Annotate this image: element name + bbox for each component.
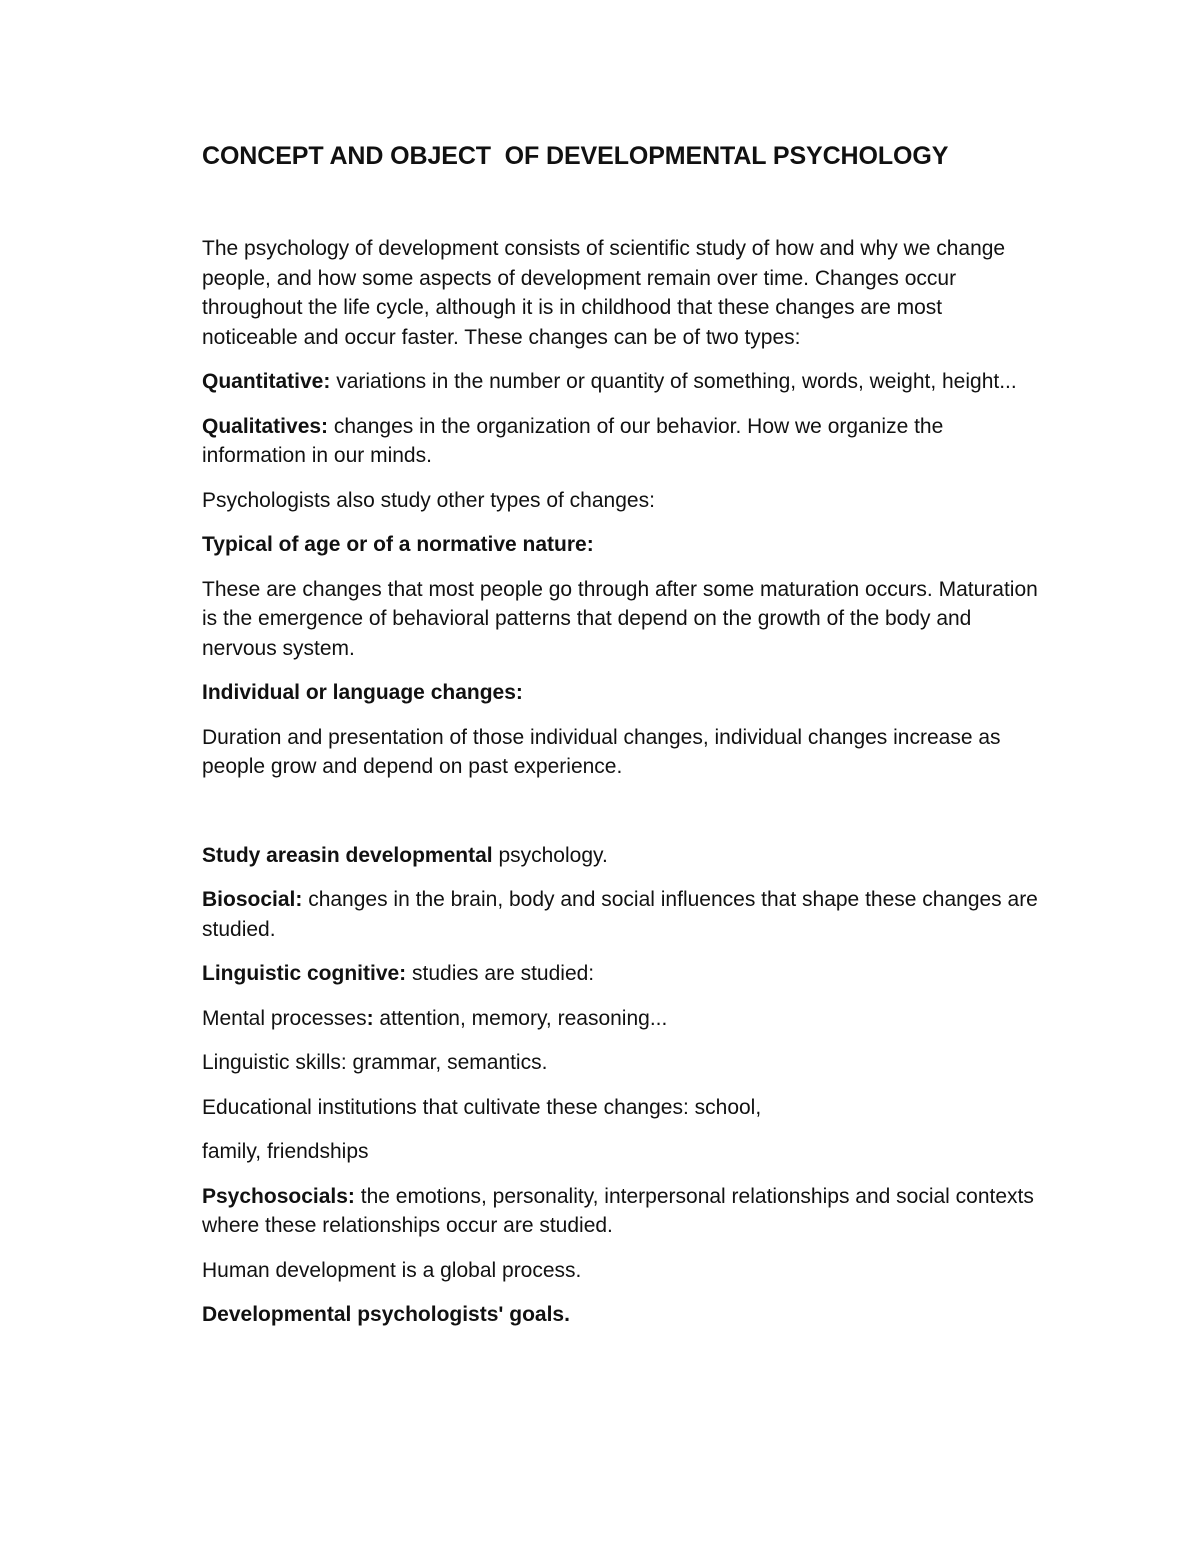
other-types-paragraph: Psychologists also study other types of changes: [202,488,655,512]
study-areas-text: psychology. [492,843,608,867]
mental-processes-text: attention, memory, reasoning... [373,1006,668,1030]
mental-processes-term: Mental processes [202,1006,367,1030]
section-spacer [202,797,1040,841]
goals-heading-text: Developmental psychologists' goals. [202,1303,570,1326]
human-development-paragraph: Human development is a global process. [202,1258,582,1282]
typical-heading [202,530,1040,560]
mental-processes-paragraph [202,1004,1040,1034]
quantitative-text: variations in the number or quantity of something, words, weight, height... [330,370,1017,393]
typical-heading-text: Typical of age or of a normative nature: [202,533,594,556]
individual-paragraph: Duration and presentation of those individual changes, individual changes increase as people grow and depend on past experience. [202,725,1001,778]
linguistic-cognitive-text: studies are studied: [406,962,595,985]
psychosocials-paragraph [202,1182,1040,1241]
study-areas-paragraph [202,841,1040,871]
individual-heading [202,678,1040,708]
linguistic-skills-paragraph: Linguistic skills: grammar, semantics. [202,1051,548,1074]
goals-heading [202,1300,1040,1330]
document-title: CONCEPT AND OBJECT OF DEVELOPMENTAL PSYCHOLOGY [202,142,949,170]
qualitatives-term: Qualitatives: [202,414,329,438]
individual-heading-text: Individual or language changes: [202,681,523,704]
typical-paragraph: These are changes that most people go through after some maturation occurs. Maturation is the emergence of behavioral patterns that depend on the growth of the body and nervous system. [202,577,1038,660]
family-paragraph: family, friendships [202,1140,369,1163]
linguistic-cognitive-paragraph [202,959,1040,989]
intro-paragraph: The psychology of development consists of scientific study of how and why we change people, and how some aspects of development remain over time. Changes occur throughout the life cycle, although it is in childhood that these changes are most noticeable and occur faster. These changes can be of two types: [202,237,1006,349]
qualitatives-text: changes in the organization of our behavior. How we organize the information in our minds. [202,414,944,467]
biosocial-text: changes in the brain, body and social influences that shape these changes are studied. [202,888,1038,941]
quantitative-term: Quantitative: [202,370,331,393]
study-areas-term: Study areasin developmental [202,843,493,867]
biosocial-term: Biosocial: [202,888,303,911]
qualitatives-paragraph [202,412,1040,471]
linguistic-cognitive-term: Linguistic cognitive: [202,962,407,985]
quantitative-paragraph [202,367,1040,397]
psychosocials-text: the emotions, personality, interpersonal relationships and social contexts where these relationships occur are studied. [202,1184,1034,1237]
educational-paragraph: Educational institutions that cultivate these changes: school, [202,1095,762,1119]
biosocial-paragraph [202,885,1040,944]
mental-processes-colon: : [366,1006,374,1030]
psychosocials-term: Psychosocials: [202,1184,355,1208]
